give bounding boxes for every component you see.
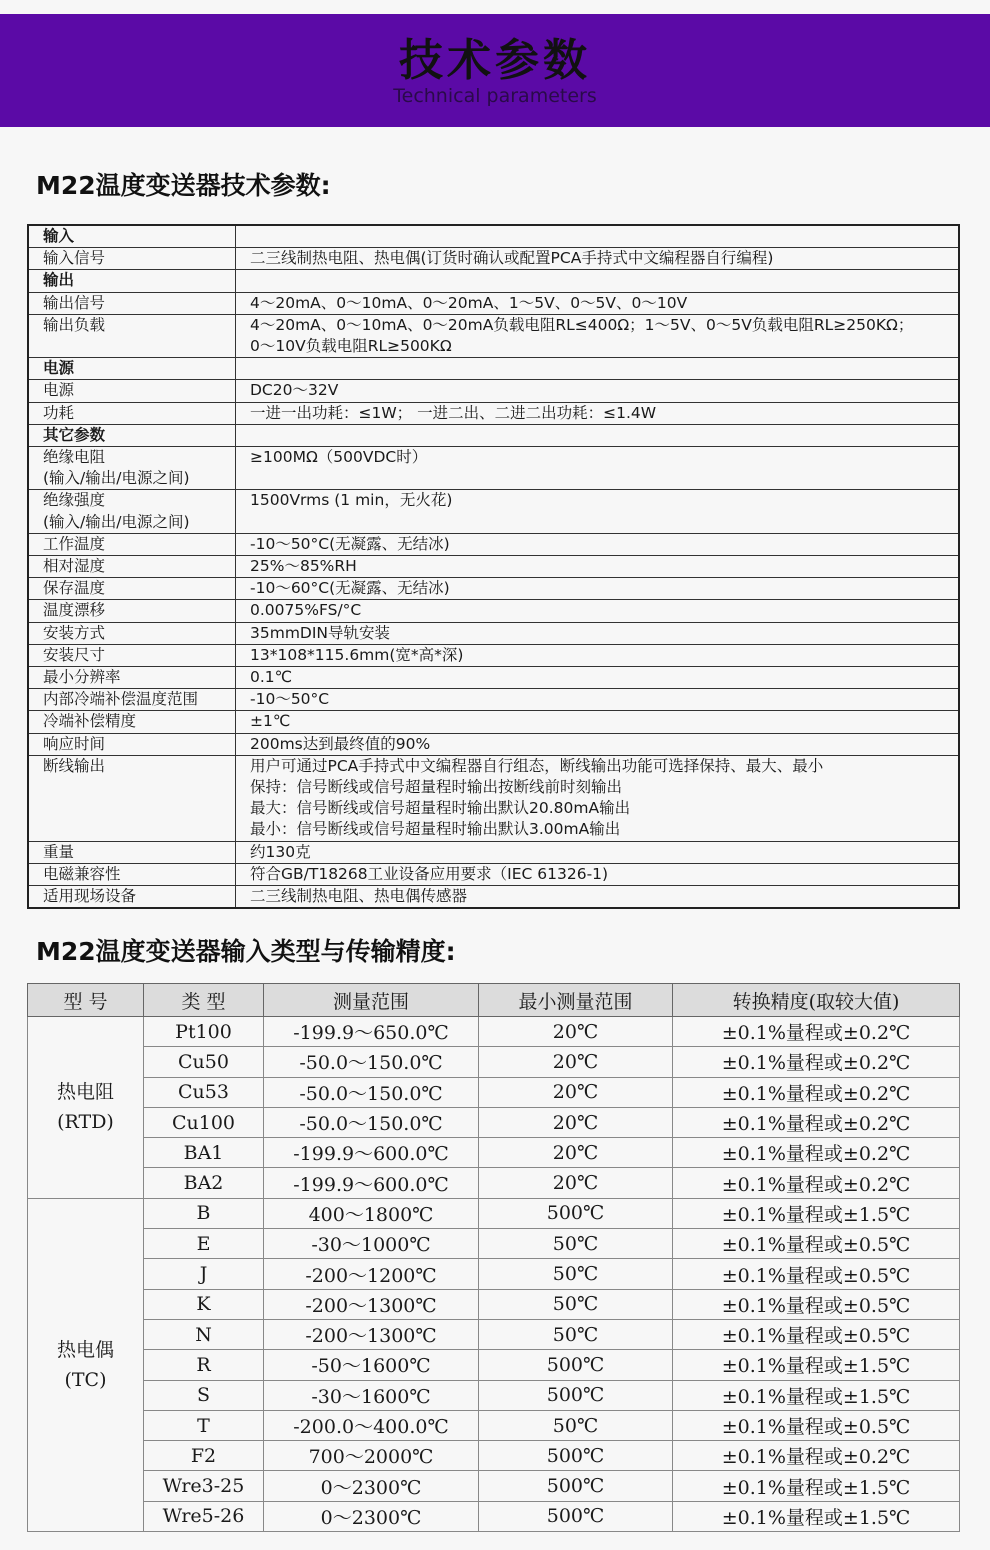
spec-label: 输出信号 xyxy=(28,292,236,314)
spec-label: 输出负载 xyxy=(28,314,236,357)
spec-label: 绝缘强度 (输入/输出/电源之间) xyxy=(28,490,236,533)
table-row xyxy=(28,1441,960,1471)
spec-value xyxy=(236,225,960,248)
spec-row xyxy=(28,733,959,755)
accuracy: ±0.1%量程或±0.5℃ xyxy=(673,1289,960,1319)
table-row xyxy=(28,1229,960,1259)
spec-label: 输出 xyxy=(28,270,236,292)
table-row xyxy=(28,1168,960,1198)
measure-range: -200～1300℃ xyxy=(264,1289,479,1319)
sensor-type: Cu53 xyxy=(144,1077,264,1107)
accuracy: ±0.1%量程或±0.5℃ xyxy=(673,1259,960,1289)
spec-label: 保存温度 xyxy=(28,578,236,600)
measure-range: -200～1200℃ xyxy=(264,1259,479,1289)
min-range: 50℃ xyxy=(479,1319,673,1349)
spec-section-row xyxy=(28,270,959,292)
spec-row xyxy=(28,314,959,357)
precision-column-header: 转换精度(取较大值) xyxy=(673,984,960,1017)
spec-row xyxy=(28,248,959,270)
sensor-type: B xyxy=(144,1198,264,1228)
min-range: 500℃ xyxy=(479,1350,673,1380)
spec-row xyxy=(28,402,959,424)
sensor-type: Cu50 xyxy=(144,1047,264,1077)
measure-range: 0～2300℃ xyxy=(264,1471,479,1501)
spec-label: 电源 xyxy=(28,380,236,402)
spec-label: 响应时间 xyxy=(28,733,236,755)
min-range: 500℃ xyxy=(479,1501,673,1531)
sensor-type: Wre5-26 xyxy=(144,1501,264,1531)
spec-row xyxy=(28,556,959,578)
table-row xyxy=(28,1289,960,1319)
measure-range: -50.0～150.0℃ xyxy=(264,1077,479,1107)
spec-table xyxy=(27,224,960,909)
table-row xyxy=(28,1471,960,1501)
sensor-type: J xyxy=(144,1259,264,1289)
spec-label: 工作温度 xyxy=(28,533,236,555)
spec-value: DC20～32V xyxy=(236,380,960,402)
spec-row xyxy=(28,292,959,314)
header-banner xyxy=(0,14,990,127)
sensor-type: R xyxy=(144,1350,264,1380)
sensor-type: F2 xyxy=(144,1441,264,1471)
spec-label: 安装方式 xyxy=(28,622,236,644)
spec-value: -10～50°C(无凝露、无结冰) xyxy=(236,533,960,555)
min-range: 500℃ xyxy=(479,1441,673,1471)
measure-range: 0～2300℃ xyxy=(264,1501,479,1531)
spec-row xyxy=(28,380,959,402)
spec-row xyxy=(28,711,959,733)
spec-label: 最小分辨率 xyxy=(28,667,236,689)
min-range: 20℃ xyxy=(479,1047,673,1077)
accuracy: ±0.1%量程或±0.2℃ xyxy=(673,1047,960,1077)
sensor-type: E xyxy=(144,1229,264,1259)
sensor-type: K xyxy=(144,1289,264,1319)
spec-value: 二三线制热电阻、热电偶(订货时确认或配置PCA手持式中文编程器自行编程) xyxy=(236,248,960,270)
sensor-type: BA2 xyxy=(144,1168,264,1198)
accuracy: ±0.1%量程或±1.5℃ xyxy=(673,1501,960,1531)
precision-table xyxy=(27,983,960,1532)
spec-row xyxy=(28,755,959,841)
spec-row xyxy=(28,689,959,711)
spec-section-row xyxy=(28,424,959,446)
spec-value xyxy=(236,358,960,380)
spec-value: 25%～85%RH xyxy=(236,556,960,578)
spec-value: 4～20mA、0～10mA、0～20mA负载电阻RL≤400Ω；1～5V、0～5V负载电阻RL≥250KΩ； 0～10V负载电阻RL≥500KΩ xyxy=(236,314,960,357)
min-range: 50℃ xyxy=(479,1289,673,1319)
spec-label: 重量 xyxy=(28,841,236,863)
sensor-type: S xyxy=(144,1380,264,1410)
sensor-group-name: 热电偶 (TC) xyxy=(28,1198,144,1531)
sensor-type: Wre3-25 xyxy=(144,1471,264,1501)
min-range: 20℃ xyxy=(479,1138,673,1168)
spec-value xyxy=(236,270,960,292)
spec-label: 电源 xyxy=(28,358,236,380)
spec-value: 二三线制热电阻、热电偶传感器 xyxy=(236,886,960,909)
accuracy: ±0.1%量程或±0.2℃ xyxy=(673,1138,960,1168)
sensor-group-name: 热电阻 (RTD) xyxy=(28,1017,144,1199)
spec-section-title: M22温度变送器技术参数: xyxy=(36,171,331,200)
spec-value: -10～50°C xyxy=(236,689,960,711)
spec-value: 约130克 xyxy=(236,841,960,863)
spec-value: 符合GB/T18268工业设备应用要求（IEC 61326-1) xyxy=(236,863,960,885)
table-row xyxy=(28,1138,960,1168)
measure-range: -50.0～150.0℃ xyxy=(264,1107,479,1137)
spec-row xyxy=(28,490,959,533)
accuracy: ±0.1%量程或±0.2℃ xyxy=(673,1017,960,1047)
accuracy: ±0.1%量程或±0.2℃ xyxy=(673,1168,960,1198)
spec-row xyxy=(28,533,959,555)
spec-label: 安装尺寸 xyxy=(28,644,236,666)
spec-row xyxy=(28,886,959,909)
spec-section-row xyxy=(28,358,959,380)
min-range: 500℃ xyxy=(479,1198,673,1228)
table-row xyxy=(28,1410,960,1440)
spec-value: 0.0075%FS/°C xyxy=(236,600,960,622)
min-range: 50℃ xyxy=(479,1259,673,1289)
measure-range: -200.0～400.0℃ xyxy=(264,1410,479,1440)
spec-section-row xyxy=(28,225,959,248)
spec-label: 冷端补偿精度 xyxy=(28,711,236,733)
min-range: 50℃ xyxy=(479,1410,673,1440)
precision-column-header: 最小测量范围 xyxy=(479,984,673,1017)
spec-value: ≥100MΩ（500VDC时） xyxy=(236,447,960,490)
min-range: 20℃ xyxy=(479,1017,673,1047)
spec-label: 功耗 xyxy=(28,402,236,424)
spec-row xyxy=(28,447,959,490)
measure-range: -50～1600℃ xyxy=(264,1350,479,1380)
precision-section-title: M22温度变送器输入类型与传输精度: xyxy=(36,937,456,966)
table-row xyxy=(28,1077,960,1107)
min-range: 20℃ xyxy=(479,1107,673,1137)
spec-label: 温度漂移 xyxy=(28,600,236,622)
spec-row xyxy=(28,667,959,689)
spec-label: 电磁兼容性 xyxy=(28,863,236,885)
table-row xyxy=(28,1017,960,1047)
table-row xyxy=(28,1319,960,1349)
accuracy: ±0.1%量程或±0.2℃ xyxy=(673,1077,960,1107)
accuracy: ±0.1%量程或±1.5℃ xyxy=(673,1198,960,1228)
sensor-type: BA1 xyxy=(144,1138,264,1168)
sensor-type: Cu100 xyxy=(144,1107,264,1137)
measure-range: -200～1300℃ xyxy=(264,1319,479,1349)
spec-label: 输入信号 xyxy=(28,248,236,270)
spec-label: 内部冷端补偿温度范围 xyxy=(28,689,236,711)
spec-label: 断线输出 xyxy=(28,755,236,841)
spec-value: 13*108*115.6mm(宽*高*深) xyxy=(236,644,960,666)
measure-range: -50.0～150.0℃ xyxy=(264,1047,479,1077)
spec-value: 35mmDIN导轨安装 xyxy=(236,622,960,644)
spec-value: 0.1℃ xyxy=(236,667,960,689)
spec-label: 其它参数 xyxy=(28,424,236,446)
spec-row xyxy=(28,863,959,885)
precision-column-header: 型 号 xyxy=(28,984,144,1017)
spec-value: 200ms达到最终值的90% xyxy=(236,733,960,755)
measure-range: 700～2000℃ xyxy=(264,1441,479,1471)
accuracy: ±0.1%量程或±0.5℃ xyxy=(673,1319,960,1349)
table-row xyxy=(28,1107,960,1137)
spec-row xyxy=(28,841,959,863)
table-row xyxy=(28,1198,960,1228)
spec-value: 1500Vrms (1 min，无火花) xyxy=(236,490,960,533)
measure-range: -30～1000℃ xyxy=(264,1229,479,1259)
spec-value: 一进一出功耗：≤1W； 一进二出、二进二出功耗：≤1.4W xyxy=(236,402,960,424)
measure-range: -199.9～600.0℃ xyxy=(264,1168,479,1198)
min-range: 50℃ xyxy=(479,1229,673,1259)
table-row xyxy=(28,1380,960,1410)
table-row xyxy=(28,1501,960,1531)
sensor-type: Pt100 xyxy=(144,1017,264,1047)
spec-label: 输入 xyxy=(28,225,236,248)
measure-range: -199.9～600.0℃ xyxy=(264,1138,479,1168)
min-range: 500℃ xyxy=(479,1380,673,1410)
accuracy: ±0.1%量程或±0.2℃ xyxy=(673,1441,960,1471)
spec-label: 相对湿度 xyxy=(28,556,236,578)
spec-row xyxy=(28,644,959,666)
spec-row xyxy=(28,578,959,600)
spec-value: -10～60°C(无凝露、无结冰) xyxy=(236,578,960,600)
accuracy: ±0.1%量程或±0.2℃ xyxy=(673,1107,960,1137)
precision-column-header: 类 型 xyxy=(144,984,264,1017)
spec-label: 绝缘电阻 (输入/输出/电源之间) xyxy=(28,447,236,490)
min-range: 20℃ xyxy=(479,1168,673,1198)
spec-value: 用户可通过PCA手持式中文编程器自行组态，断线输出功能可选择保持、最大、最小 保持：信号断线或信号超量程时输出按断线前时刻输出 最大：信号断线或信号超量程时输出默认20.80mA输出 最小：信号断线或信号超量程时输出默认3.00mA输出 xyxy=(236,755,960,841)
accuracy: ±0.1%量程或±1.5℃ xyxy=(673,1471,960,1501)
spec-value: ±1℃ xyxy=(236,711,960,733)
banner-title: 技术参数 xyxy=(399,35,591,86)
accuracy: ±0.1%量程或±0.5℃ xyxy=(673,1410,960,1440)
table-row xyxy=(28,1350,960,1380)
measure-range: -199.9～650.0℃ xyxy=(264,1017,479,1047)
accuracy: ±0.1%量程或±1.5℃ xyxy=(673,1350,960,1380)
spec-row xyxy=(28,622,959,644)
spec-value xyxy=(236,424,960,446)
min-range: 20℃ xyxy=(479,1077,673,1107)
spec-value: 4～20mA、0～10mA、0～20mA、1～5V、0～5V、0～10V xyxy=(236,292,960,314)
accuracy: ±0.1%量程或±1.5℃ xyxy=(673,1380,960,1410)
sensor-type: T xyxy=(144,1410,264,1440)
table-row xyxy=(28,1047,960,1077)
min-range: 500℃ xyxy=(479,1471,673,1501)
spec-label: 适用现场设备 xyxy=(28,886,236,909)
measure-range: 400～1800℃ xyxy=(264,1198,479,1228)
accuracy: ±0.1%量程或±0.5℃ xyxy=(673,1229,960,1259)
table-row xyxy=(28,1259,960,1289)
spec-row xyxy=(28,600,959,622)
banner-subtitle: Technical parameters xyxy=(393,85,597,107)
sensor-type: N xyxy=(144,1319,264,1349)
measure-range: -30～1600℃ xyxy=(264,1380,479,1410)
precision-column-header: 测量范围 xyxy=(264,984,479,1017)
precision-header-row xyxy=(28,984,960,1017)
